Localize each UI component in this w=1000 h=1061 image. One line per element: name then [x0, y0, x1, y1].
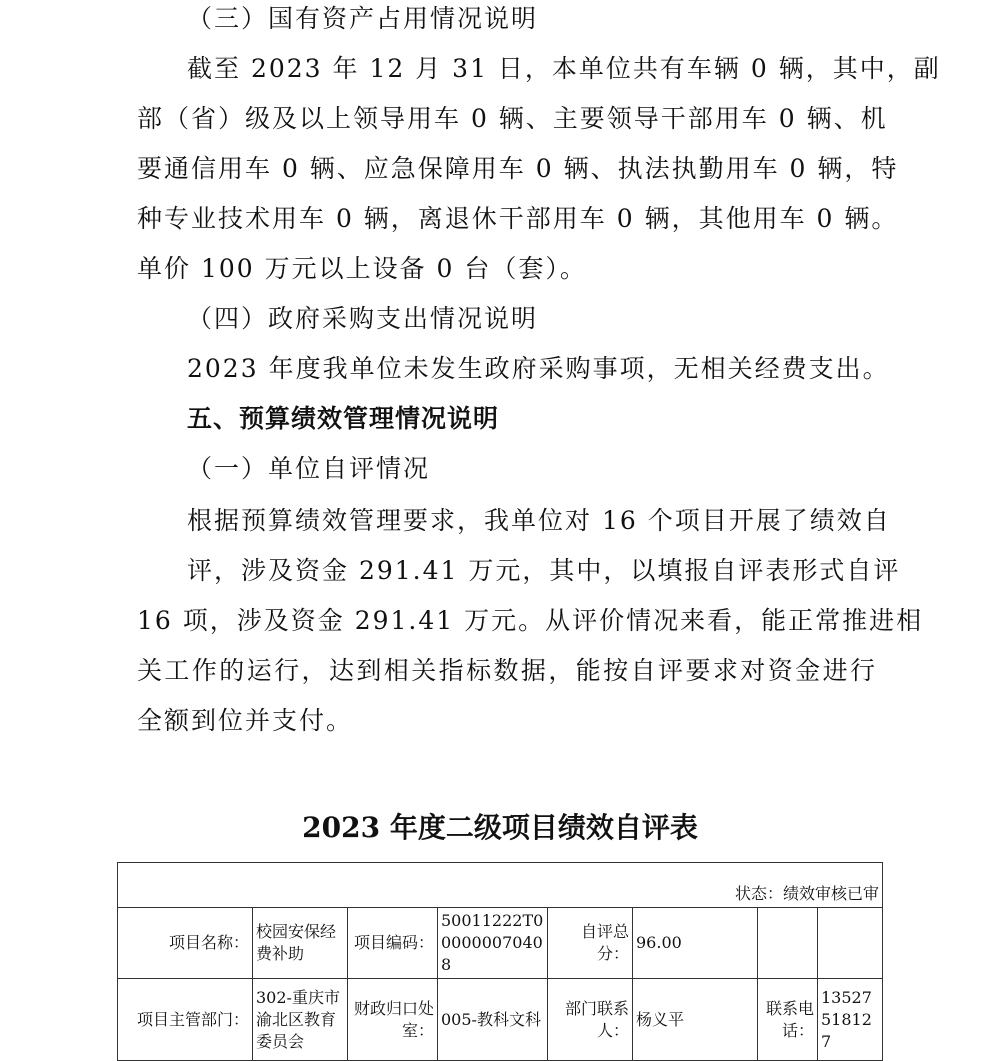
- phone-value: 13527518127: [818, 979, 883, 1061]
- text-line: 评，涉及资金 291.41 万元，其中，以填报自评表形式自评: [187, 556, 901, 585]
- department-value: 302-重庆市渝北区教育委员会: [253, 979, 348, 1061]
- finance-office-label: 财政归口处室：: [348, 979, 438, 1061]
- text-line: 16 项，涉及资金 291.41 万元。从评价情况来看，能正常推进相: [137, 606, 924, 635]
- self-score-value: 96.00: [633, 908, 758, 979]
- text-line: （三）国有资产占用情况说明: [187, 4, 539, 33]
- text-line: 关工作的运行，达到相关指标数据，能按自评要求对资金进行: [137, 656, 877, 685]
- table-title: 2023 年度二级项目绩效自评表: [302, 811, 698, 844]
- contact-label: 部门联系人：: [548, 979, 633, 1061]
- text-line: 2023 年度我单位未发生政府采购事项，无相关经费支出。: [187, 354, 890, 383]
- text-line: 全额到位并支付。: [137, 706, 354, 735]
- text-line: （一）单位自评情况: [187, 454, 431, 483]
- text-line: 根据预算绩效管理要求，我单位对 16 个项目开展了绩效自: [187, 506, 891, 535]
- empty-cell: [818, 908, 883, 979]
- self-score-label: 自评总分：: [548, 908, 633, 979]
- project-name-label: 项目名称：: [118, 908, 253, 979]
- contact-value: 杨义平: [633, 979, 758, 1061]
- table-row: [118, 908, 883, 979]
- status-row: [118, 863, 883, 908]
- text-line: 部（省）级及以上领导用车 0 辆、主要领导干部用车 0 辆、机: [137, 104, 888, 133]
- text-line: 单价 100 万元以上设备 0 台（套）。: [137, 254, 587, 283]
- project-code-label: 项目编码：: [348, 908, 438, 979]
- text-line: 截至 2023 年 12 月 31 日，本单位共有车辆 0 辆，其中，副: [187, 54, 941, 83]
- empty-cell: [758, 908, 818, 979]
- text-line: 五、预算绩效管理情况说明: [187, 404, 500, 433]
- project-name-value: 校园安保经费补助: [253, 908, 348, 979]
- project-code-value: 50011222T000000070408: [438, 908, 548, 979]
- table-row: [118, 979, 883, 1061]
- finance-office-value: 005-教科文科: [438, 979, 548, 1061]
- text-line: （四）政府采购支出情况说明: [187, 304, 539, 333]
- phone-label: 联系电话：: [758, 979, 818, 1061]
- text-line: 要通信用车 0 辆、应急保障用车 0 辆、执法执勤用车 0 辆，特: [137, 154, 899, 183]
- department-label: 项目主管部门：: [118, 979, 253, 1061]
- evaluation-table: [117, 862, 883, 1061]
- text-line: 种专业技术用车 0 辆，离退休干部用车 0 辆，其他用车 0 辆。: [137, 204, 899, 233]
- status-cell: 状态：绩效审核已审: [118, 863, 883, 908]
